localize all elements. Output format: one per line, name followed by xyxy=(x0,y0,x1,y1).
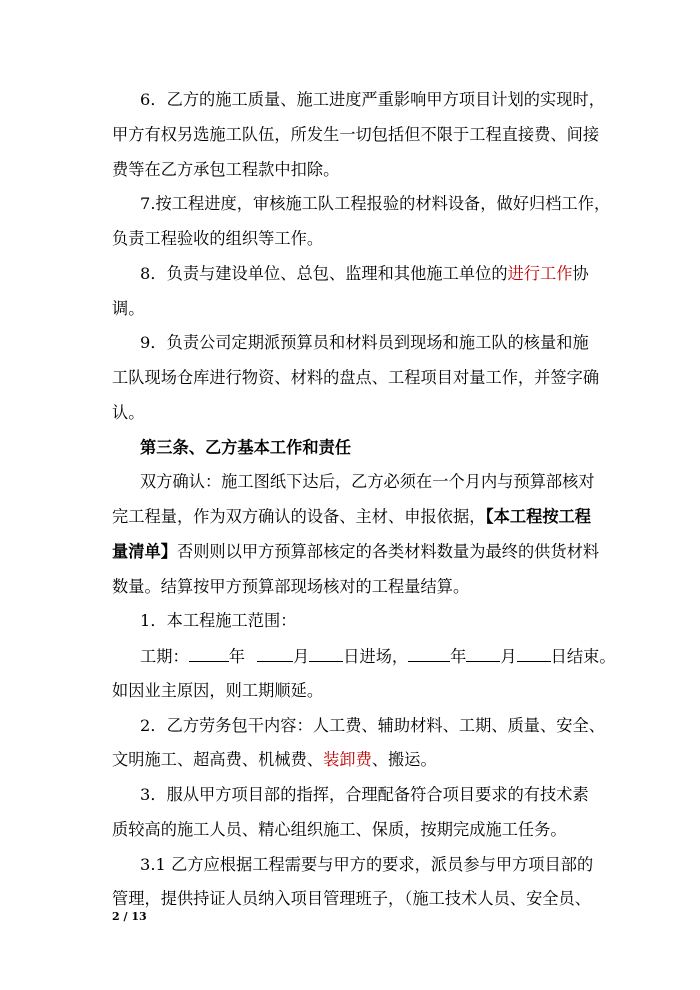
item-6-line-2: 甲方有权另选施工队伍，所发生一切包括但不限于工程直接费、间接 xyxy=(112,125,600,144)
item-6-line-3: 费等在乙方承包工程款中扣除。 xyxy=(112,160,340,179)
month-unit-2: 月 xyxy=(500,647,517,666)
delay-note: 如因业主原因，则工期顺延。 xyxy=(112,681,324,700)
end-year-blank xyxy=(408,646,450,662)
start-month-blank xyxy=(257,646,293,662)
labor-text-b: 、搬运。 xyxy=(371,750,437,769)
item-8-line-2: 调。 xyxy=(112,299,145,318)
month-unit-1: 月 xyxy=(292,647,310,666)
end-day-blank xyxy=(517,646,551,662)
item-8-text-a: 8．负责与建设单位、总包、监理和其他施工单位的 xyxy=(140,264,508,283)
item-3-line-1: 3．服从甲方项目部的指挥，合理配备符合项目要求的有技术素 xyxy=(140,785,589,804)
confirm-text-a: 完工程量，作为双方确认的设备、主材、申报依据， xyxy=(112,507,486,526)
end-month-blank xyxy=(466,646,500,662)
item-9-line-1: 9．负责公司定期派预算员和材料员到现场和施工队的核量和施 xyxy=(140,333,589,352)
year-unit-2: 年 xyxy=(450,647,467,666)
confirm-line-3 xyxy=(112,542,599,562)
item-3-line-2: 质较高的施工人员、精心组织施工、保质，按期完成施工任务。 xyxy=(112,820,567,839)
day-in-text: 日进场， xyxy=(343,647,409,666)
item-7-line-1: 7.按工程进度，审核施工队工程报验的材料设备，做好归档工作， xyxy=(140,194,611,213)
day-end-text: 日结束。 xyxy=(550,647,616,666)
labor-line-2 xyxy=(112,750,437,770)
item-8-text-b: 协 xyxy=(572,264,589,283)
item-3-1-line-2: 管理，提供持证人员纳入项目管理班子，（施工技术人员、安全员、 xyxy=(112,889,592,908)
labor-highlight: 装卸费 xyxy=(323,750,372,769)
item-6-line-1: 6．乙方的施工质量、施工进度严重影响甲方项目计划的实现时， xyxy=(140,90,605,109)
year-unit-1: 年 xyxy=(228,647,245,666)
confirm-bold-b: 量清单】 xyxy=(112,542,177,561)
confirm-text-b: 否则则以甲方预算部核定的各类材料数量为最终的供货材料 xyxy=(176,542,600,561)
page-number: 2 / 13 xyxy=(112,910,147,923)
start-day-blank xyxy=(309,646,343,662)
item-8-line-1 xyxy=(140,264,589,284)
item-7-line-2: 负责工程验收的组织等工作。 xyxy=(112,229,324,248)
item-9-line-2: 工队现场仓库进行物资、材料的盘点、工程项目对量工作，并签字确 xyxy=(112,368,600,387)
start-year-blank xyxy=(189,646,229,662)
labor-line-1: 2．乙方劳务包干内容：人工费、辅助材料、工期、质量、安全、 xyxy=(140,716,605,735)
confirm-line-1: 双方确认：施工图纸下达后，乙方必须在一个月内与预算部核对 xyxy=(140,472,595,491)
confirm-line-4: 数量。结算按甲方预算部现场核对的工程量结算。 xyxy=(112,577,470,596)
scope-title: 1．本工程施工范围： xyxy=(140,611,297,630)
schedule-label: 工期： xyxy=(140,647,189,666)
confirm-bold-a: 【本工程按工程 xyxy=(485,507,592,526)
labor-text-a: 文明施工、超高费、机械费、 xyxy=(112,750,324,769)
item-8-highlight: 进行工作 xyxy=(507,264,573,283)
item-9-line-3: 认。 xyxy=(112,403,145,422)
schedule-line xyxy=(140,646,616,667)
item-3-1-line-1: 3.1 乙方应根据工程需要与甲方的要求，派员参与甲方项目部的 xyxy=(140,855,594,874)
confirm-line-2 xyxy=(112,507,591,527)
article-3-heading: 第三条、乙方基本工作和责任 xyxy=(140,438,352,457)
